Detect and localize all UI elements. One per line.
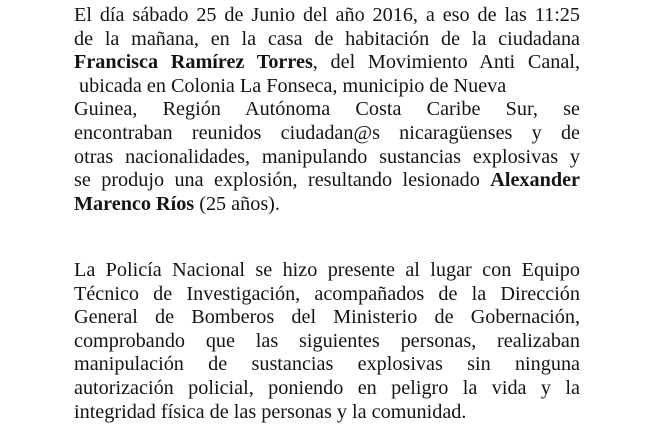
text-fragment: se produjo una explosión, resultando lesionado	[74, 169, 491, 192]
text-line: El día sábado 25 de Junio del año 2016, a eso de las 11:25	[74, 4, 580, 26]
text-line: La Policía Nacional se hizo presente al lugar con Equipo	[74, 259, 580, 281]
text-line: integridad física de las personas y la comunidad.	[74, 400, 467, 423]
person-name: Francisca Ramírez Torres	[74, 51, 313, 74]
text-line	[74, 193, 580, 217]
text-line: manipulación de sustancias explosivas sin ninguna	[74, 353, 580, 376]
text-line: de la mañana, en la casa de habitación de la ciudadana	[74, 27, 580, 50]
text-line: encontraban reunidos ciudadan@s nicaragüenses y de	[74, 121, 580, 144]
text-line: Técnico de Investigación, acompañados de la Dirección	[74, 282, 580, 305]
person-name: Alexander	[490, 169, 580, 192]
text-fragment: ubicada en Colonia La Fonseca, municipio de Nueva	[74, 74, 507, 97]
text-line	[74, 51, 580, 75]
paragraph-incident-report	[74, 4, 580, 216]
text-line: Guinea, Región Autónoma Costa Caribe Sur, se	[74, 98, 580, 121]
person-name: Marenco Ríos	[74, 192, 195, 215]
text-line: autorización policial, poniendo en peligro la vida y la	[74, 376, 580, 399]
text-line: comprobando que las siguientes personas, realizaban	[74, 329, 580, 352]
text-line: otras nacionalidades, manipulando sustancias explosivas y	[74, 145, 580, 168]
text-line	[74, 75, 580, 99]
text-line	[74, 169, 580, 193]
paragraph-police-response	[74, 259, 580, 424]
text-fragment: , del Movimiento Anti Canal,	[312, 51, 580, 74]
text-fragment: (25 años).	[194, 192, 280, 215]
text-line: General de Bomberos del Ministerio de Gobernación,	[74, 306, 580, 329]
